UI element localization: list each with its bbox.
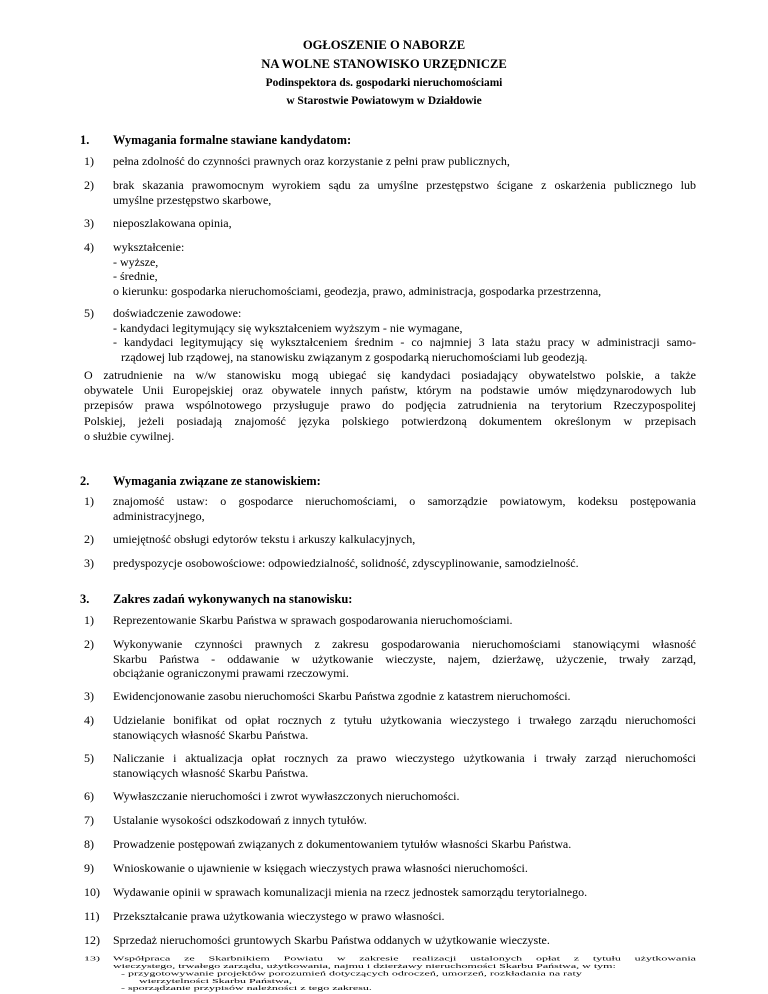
list-item: 13) Współpraca ze Skarbnikiem Powiatu w zakresie realizacji ustalonych opłat z tytułu użytkowania wieczystego, trwałego zarządu, użytkowania, najmu i dzierżawy nieruchomości Skarbu Państwa, w tym: - przygotowywanie projektów porozumień dotyczących odroczeń, umorzeń, rozkładania na raty wierzytelności Skarbu Państwa, - sporządzanie przypisów należności z tego zakresu.: [84, 955, 696, 992]
list-item: 4) Udzielanie bonifikat od opłat rocznych z tytułu użytkowania wieczystego i trwałego zarządu nieruchomości stanowiących własność Skarbu Państwa.: [84, 713, 696, 742]
list-item: 1) znajomość ustaw: o gospodarce nieruchomościami, o samorządzie powiatowym, kodeksu postępowania administracyjnego,: [84, 494, 696, 523]
list-item: 6) Wywłaszczanie nieruchomości i zwrot wywłaszczonych nieruchomości.: [84, 789, 460, 803]
list-item: 5) Naliczanie i aktualizacja opłat rocznych za prawo wieczystego użytkowania i trwały zarząd nieruchomości stanowiących własność Skarbu Państwa.: [84, 751, 696, 780]
list-item: 1) pełna zdolność do czynności prawnych oraz korzystanie z pełni praw publicznych,: [84, 154, 510, 168]
list-item: 7) Ustalanie wysokości odszkodowań z innych tytułów.: [84, 813, 367, 827]
section-number: 3.: [80, 592, 90, 606]
list-item: 3) nieposzlakowana opinia,: [84, 216, 232, 230]
section-number: 2.: [80, 474, 90, 488]
list-item: 3) Ewidencjonowanie zasobu nieruchomości Skarbu Państwa zgodnie z katastrem nieruchomości.: [84, 689, 571, 703]
announcement-title: OGŁOSZENIE O NABORZE: [302, 38, 466, 52]
position-title: Podinspektora ds. gospodarki nieruchomościami: [265, 77, 503, 89]
list-item: 2) umiejętność obsługi edytorów tekstu i arkuszy kalkulacyjnych,: [84, 532, 416, 546]
employer-name: w Starostwie Powiatowym w Działdowie: [286, 95, 482, 107]
list-item: 9) Wnioskowanie o ujawnienie w księgach wieczystych prawa własności nieruchomości.: [84, 861, 528, 875]
list-item: 12) Sprzedaż nieruchomości gruntowych Skarbu Państwa oddanych w użytkowanie wieczyste.: [84, 933, 550, 947]
list-item: 2) Wykonywanie czynności prawnych z zakresu gospodarowania nieruchomościami stanowiącymi własność Skarbu Państwa - oddawanie w użytkowanie wieczyste, najem, dzierżawę, użyczenie, trwały zarząd, obciążanie ograniczonymi prawami rzeczowymi.: [84, 637, 696, 681]
list-item: 5) doświadczenie zawodowe: - kandydaci legitymujący się wykształceniem wyższym - nie wymagane, - kandydaci legitymujący się wykształceniem średnim - co najmniej 3 lata stażu pracy w administracji samo- rządowej lub rządowej, na stanowisku związanym z gospodarką nieruchomościami lub geodezją.: [84, 306, 696, 364]
list-item: 11) Przekształcanie prawa użytkowania wieczystego w prawo własności.: [84, 909, 445, 923]
list-item: 2) brak skazania prawomocnym wyrokiem sądu za umyślne przestępstwo ścigane z oskarżenia publicznego lub umyślne przestępstwo skarbowe,: [84, 178, 696, 207]
list-item: 10) Wydawanie opinii w sprawach komunalizacji mienia na rzecz jednostek samorządu terytorialnego.: [84, 885, 588, 899]
list-item: 1) Reprezentowanie Skarbu Państwa w sprawach gospodarowania nieruchomościami.: [84, 613, 513, 627]
section-title: Wymagania formalne stawiane kandydatom:: [113, 133, 352, 147]
eligibility-note: O zatrudnienie na w/w stanowisku mogą ubiegać się kandydaci posiadający obywatelstwo polskie, a także obywatele Unii Europejskiej oraz obywatele innych państw, którym na podstawie umów międzynarodowych lub przepisów prawa wspólnotowego przysługuje prawo do podjęcia zatrudnienia na terytorium Rzeczypospolitej Polskiej, jeżeli posiadają znajomość języka polskiego potwierdzoną dokumentem określonym w przepisach o służbie cywilnej.: [84, 368, 696, 443]
announcement-subtitle: NA WOLNE STANOWISKO URZĘDNICZE: [261, 57, 507, 71]
list-item: 3) predyspozycje osobowościowe: odpowiedzialność, solidność, zdyscyplinowanie, samodzielność.: [84, 556, 579, 570]
section-number: 1.: [80, 133, 90, 147]
list-item: 8) Prowadzenie postępowań związanych z dokumentowaniem tytułów własności Skarbu Państwa.: [84, 837, 572, 851]
section-title: Wymagania związane ze stanowiskiem:: [113, 474, 321, 488]
section-title: Zakres zadań wykonywanych na stanowisku:: [113, 592, 353, 606]
list-item: 4) wykształcenie: - wyższe, - średnie, o kierunku: gospodarka nieruchomościami, geodezja, prawo, administracja, gospodarka przestrzenna,: [84, 240, 602, 298]
